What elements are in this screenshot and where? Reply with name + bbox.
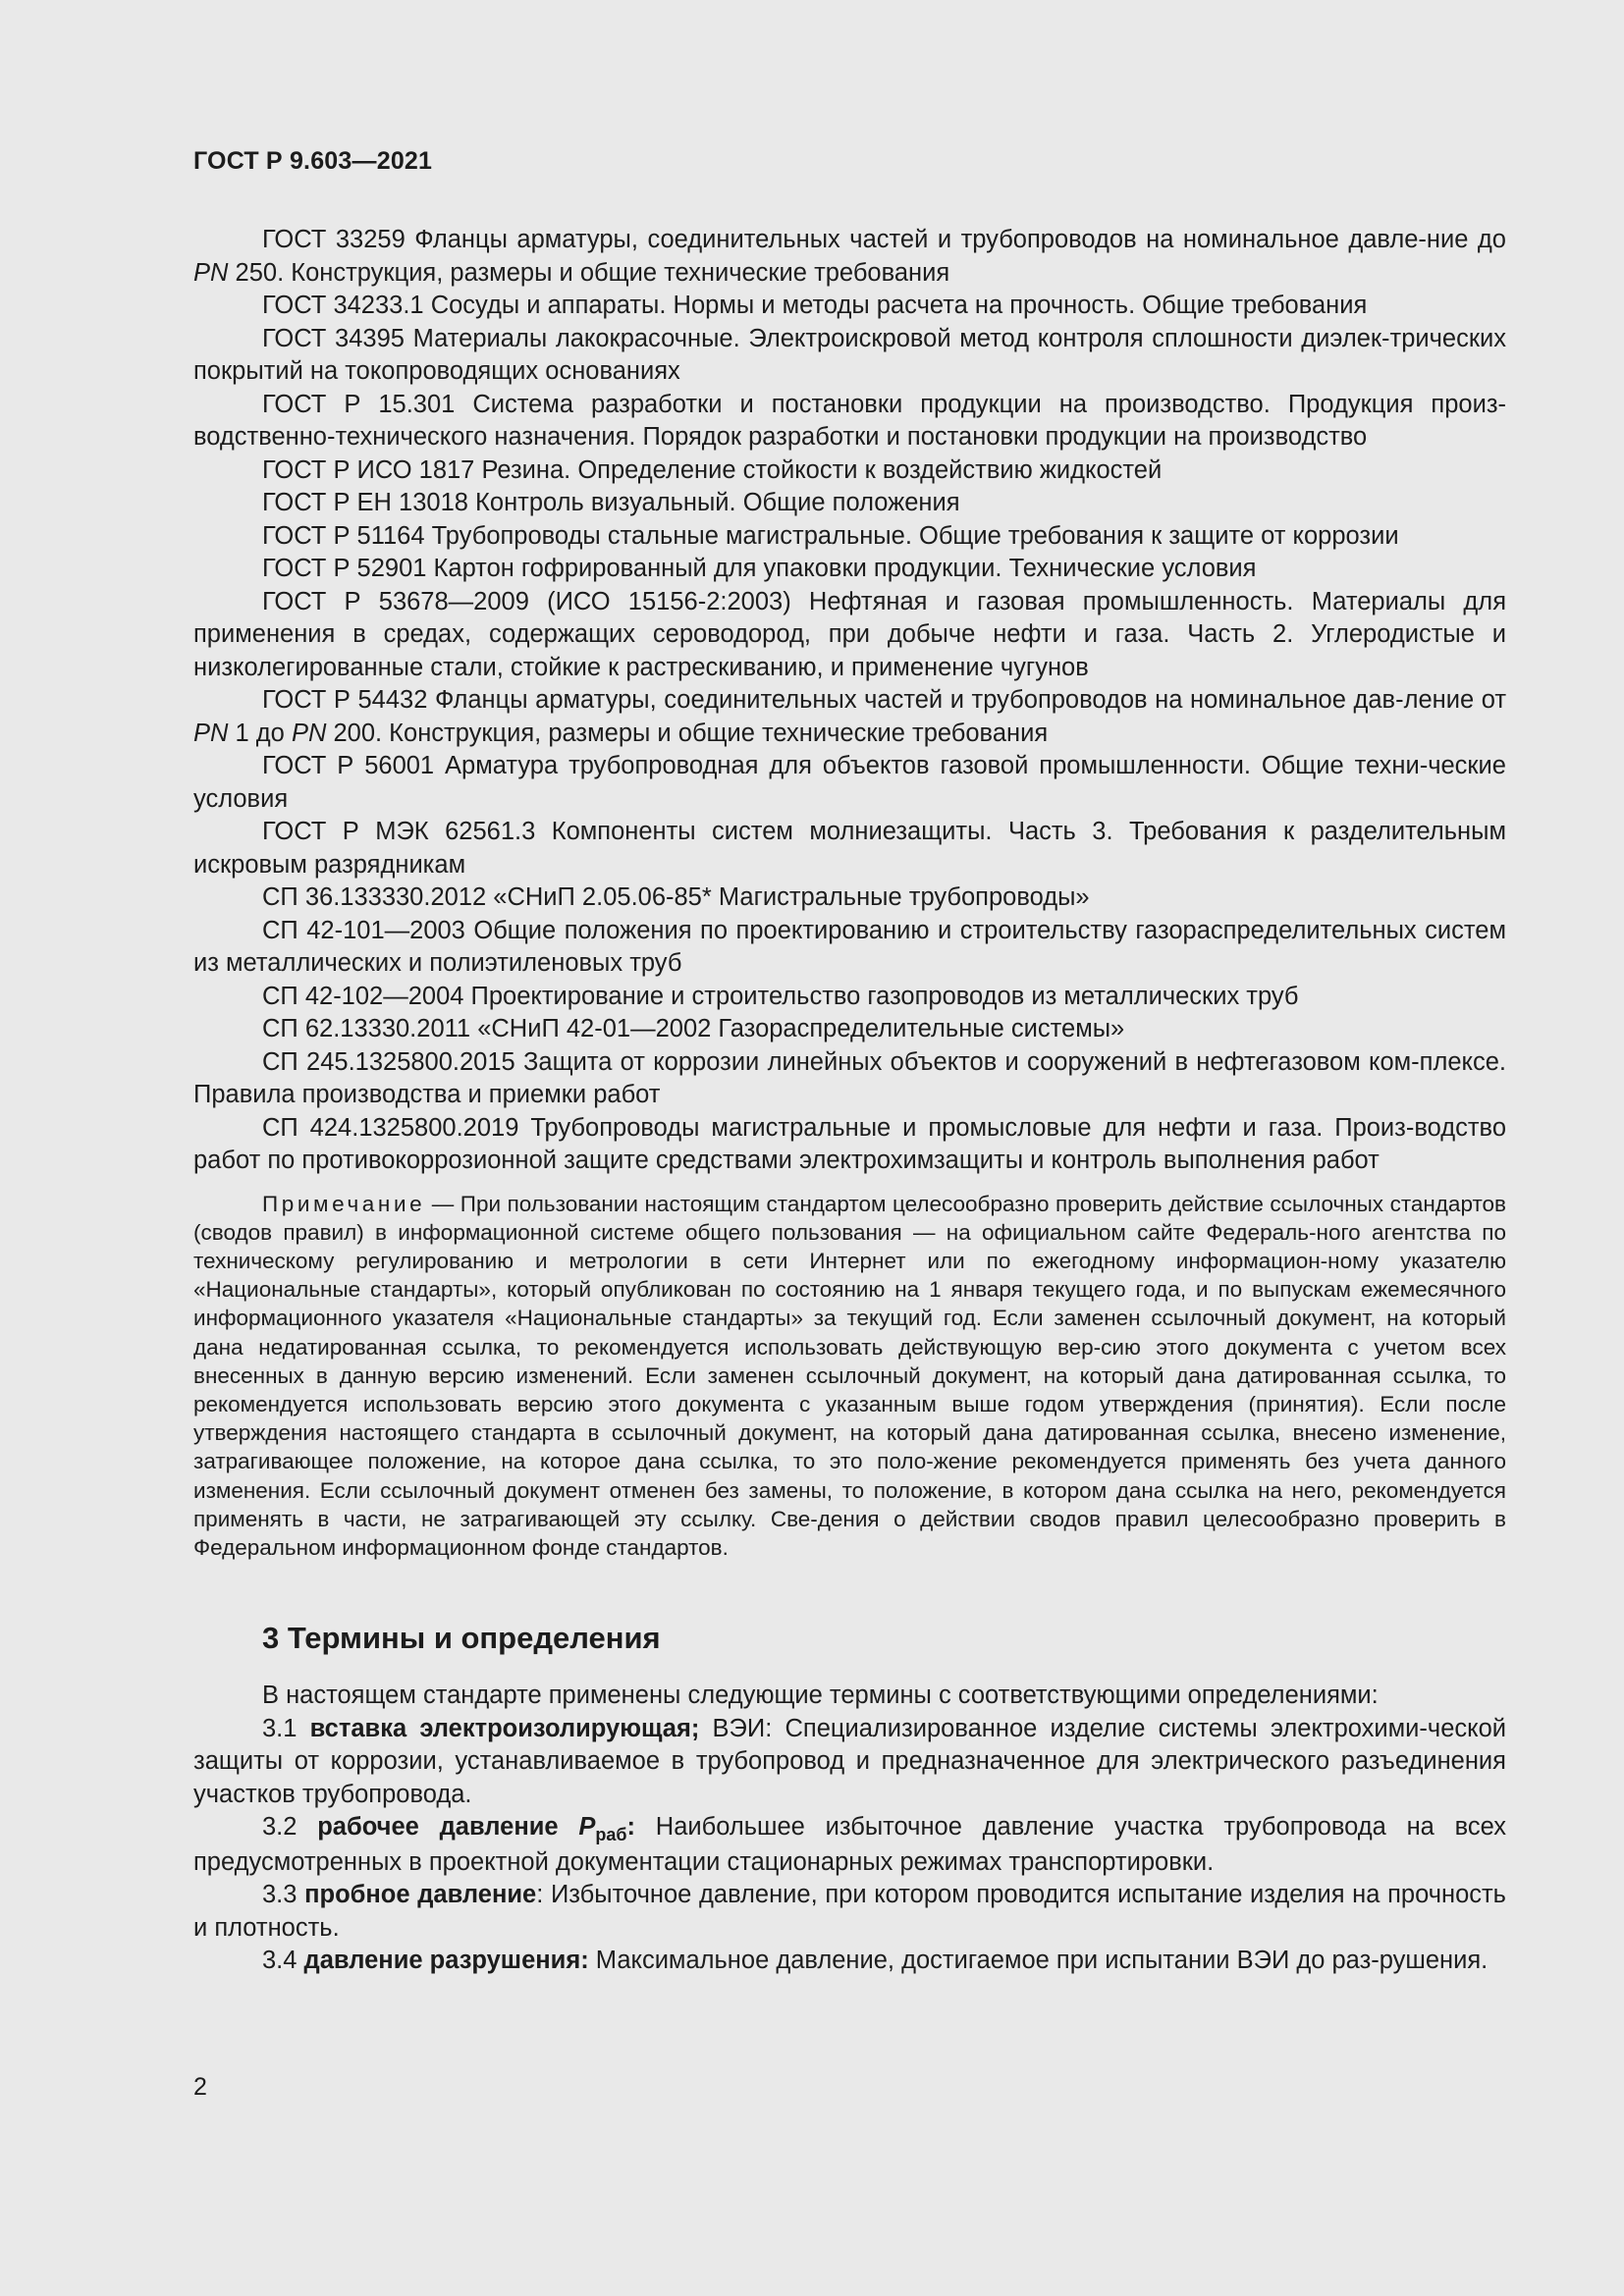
page-number: 2 (193, 2073, 207, 2101)
reference-item: СП 424.1325800.2019 Трубопроводы магистральные и промысловые для нефти и газа. Произ-водство работ по противокоррозионной защите средствами электрохимзащиты и контроль выполнения работ (193, 1113, 1506, 1174)
reference-item: ГОСТ 34233.1 Сосуды и аппараты. Нормы и методы расчета на прочность. Общие требования (262, 292, 1368, 319)
reference-item: ГОСТ Р 15.301 Система разработки и постановки продукции на производство. Продукция произ-водственно-технического назначения. Порядок разработки и постановки продукции на производство (193, 390, 1506, 451)
reference-item: ГОСТ Р ИСО 1817 Резина. Определение стойкости к воздействию жидкостей (262, 455, 1163, 484)
reference-item: ГОСТ Р МЭК 62561.3 Компоненты систем молниезащиты. Часть 3. Требования к разделительным искровым разрядникам (193, 818, 1506, 879)
reference-item: ГОСТ Р 56001 Арматура трубопроводная для объектов газовой промышленности. Общие техни-ческие условия (193, 752, 1506, 813)
reference-item: ГОСТ 33259 Фланцы арматуры, соединительных частей и трубопроводов на номинальное давле-ние до PN 250. Конструкция, размеры и общие технические требования (193, 226, 1506, 287)
note-text: — При пользовании настоящим стандартом целесообразно проверить действие ссылочных стандартов (сводов правил) в информационной системе общего пользования — на официальном сайте Федераль-ного агентства по техническому регулированию и метрологии в сети Интернет или по ежегодному информацион-ному указателю «Национальные стандарты», который опубликован по состоянию на 1 января текущего года, и по выпускам ежемесячного информационного указателя «Национальные стандарты» за текущий год. Если заменен ссылочный документ, на который дана недатированная ссылка, то рекомендуется использовать действующую вер-сию этого документа с учетом всех внесенных в данную версию изменений. Если заменен ссылочный документ, на который дана датированная ссылка, то рекомендуется использовать версию этого документа с указанным выше годом утверждения (принятия). Если после утверждения настоящего стандарта в ссылочный документ, на который дана датированная ссылка, внесено изменение, затрагивающее положение, на которое дана ссылка, то это поло-жение рекомендуется применять без учета данного изменения. Если ссылочный документ отменен без замены, то положение, в котором дана ссылка на него, рекомендуется применять в части, не затрагивающей эту ссылку. Све-дения о действии сводов правил целесообразно проверить в Федеральном информационном фонде стандартов. (193, 1191, 1506, 1560)
section-intro: В настоящем стандарте применены следующие термины с соответствующими определениями: (262, 1682, 1379, 1710)
document-header: ГОСТ Р 9.603—2021 (193, 147, 433, 175)
term-definition: 3.2 рабочее давление $P_{раб}$: Наибольшее избыточное давление участка трубопровода на всех предусмотренных в проектной документации стационарных режимах транспортировки. (193, 1813, 1506, 1876)
reference-item: СП 245.1325800.2015 Защита от коррозии линейных объектов и сооружений в нефтегазовом ком-плексе. Правила производства и приемки работ (193, 1047, 1506, 1108)
reference-item: ГОСТ Р 54432 Фланцы арматуры, соединительных частей и трубопроводов на номинальное дав-ление от PN 1 до PN 200. Конструкция, размеры и общие технические требования (193, 686, 1506, 747)
reference-item: СП 42-101—2003 Общие положения по проектированию и строительству газораспределительных систем из металлических и полиэтиленовых труб (193, 916, 1506, 977)
reference-item: ГОСТ Р 51164 Трубопроводы стальные магистральные. Общие требования к защите от коррозии (262, 521, 1399, 550)
note-paragraph (193, 1190, 1506, 1563)
reference-item: СП 36.133330.2012 «СНиП 2.05.06-85* Магистральные трубопроводы» (262, 883, 1090, 911)
reference-item: ГОСТ Р 53678—2009 (ИСО 15156-2:2003) Нефтяная и газовая промышленность. Материалы для применения в средах, содержащих сероводород, при добыче нефти и газа. Часть 2. Углеродистые и низколегированные стали, стойкие к растрескиванию, и применение чугунов (193, 587, 1506, 681)
section-heading: 3 Термины и определения (262, 1621, 661, 1656)
reference-item: ГОСТ Р ЕН 13018 Контроль визуальный. Общие положения (262, 489, 960, 516)
reference-item: ГОСТ 34395 Материалы лакокрасочные. Электроискровой метод контроля сплошности диэлек-трических покрытий на токопроводящих основаниях (193, 324, 1506, 385)
reference-item: СП 42-102—2004 Проектирование и строительство газопроводов из металлических труб (262, 982, 1299, 1010)
term-definition: 3.1 вставка электроизолирующая; ВЭИ: Специализированное изделие системы электрохими-ческой защиты от коррозии, устанавливаемое в трубопровод и предназначенное для электрического разъединения участков трубопровода. (193, 1714, 1506, 1808)
reference-item: СП 62.13330.2011 «СНиП 42-01—2002 Газораспределительные системы» (262, 1015, 1125, 1042)
note-label: Примечание (262, 1191, 426, 1216)
term-definition: 3.4 давление разрушения: Максимальное давление, достигаемое при испытании ВЭИ до раз-рушения. (262, 1947, 1489, 1975)
term-definition: 3.3 пробное давление: Избыточное давление, при котором проводится испытание изделия на прочность и плотность. (193, 1881, 1506, 1942)
document-body (193, 224, 1506, 1978)
reference-item: ГОСТ Р 52901 Картон гофрированный для упаковки продукции. Технические условия (262, 555, 1257, 582)
